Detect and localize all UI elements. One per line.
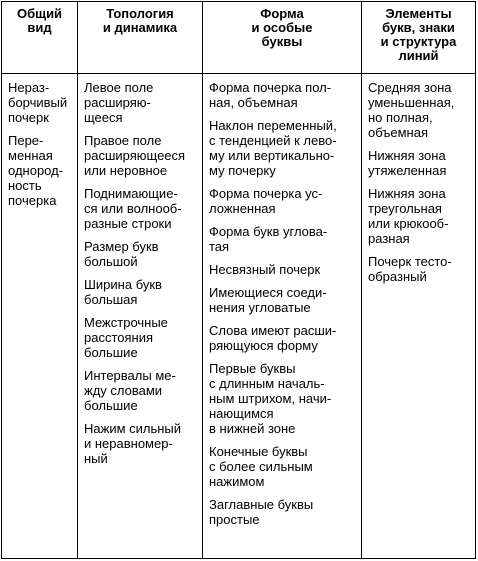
entry-line: расширяю- [84,95,151,110]
table-entry [209,444,357,489]
header-line: Топология [106,6,174,21]
table-entry [209,285,357,315]
entry-line: Нажим сильный [84,421,182,436]
entry-line: но полная, [368,110,433,125]
table-entry [84,239,198,269]
entry-line: щееся [84,110,123,125]
handwriting-table [1,1,476,559]
table-entry [84,315,198,360]
entry-line: ся или волнооб- [84,201,182,216]
entry-line: Нераз- [8,80,50,95]
table-entry [368,254,471,284]
entry-line: Межстрочные [84,315,168,330]
table-entry [209,80,357,110]
entry-line: нающимся [209,406,274,421]
entry-line: ность [8,178,42,193]
entry-line: большие [84,398,138,413]
header-line: Элементы [385,6,452,21]
header-line: буквы [261,34,303,49]
table-entry [84,186,198,231]
entry-line: борчивый [8,95,68,110]
entry-line: почерк [8,110,49,125]
column-topology-dynamics [78,74,203,558]
entry-line: Заглавные буквы [209,497,314,512]
entry-line: Поднимающие- [84,186,178,201]
entry-line: Слова имеют расши- [209,323,337,338]
header-line: линий [398,48,439,63]
entry-line: простые [209,512,260,527]
entry-line: расширяющееся [84,148,186,163]
entry-line: Наклон переменный, [209,118,337,133]
entry-line: Правое поле [84,133,162,148]
entry-line: Первые буквы [209,361,296,376]
entry-line: большой [84,254,138,269]
entry-line: с более сильным [209,459,313,474]
entry-line: нения угловатые [209,300,311,315]
entry-line: с тенденцией к лево- [209,133,337,148]
table-entry [209,262,357,277]
table-entry [8,80,73,125]
entry-line: разная [368,231,410,246]
entry-line: Нижняя зона [368,186,446,201]
entry-line: Несвязный почерк [209,262,321,277]
entry-line: однород- [8,163,64,178]
entry-line: Почерк тесто- [368,254,452,269]
entry-line: в нижней зоне [209,421,296,436]
entry-line: Форма почерка ус- [209,186,323,201]
entry-line: и неравномер- [84,436,173,451]
header-form-special-letters [203,2,362,74]
table-entry [368,80,471,140]
table-entry [368,186,471,246]
entry-line: почерка [8,193,57,208]
header-letter-elements [362,2,475,74]
header-line: и динамика [102,20,178,35]
header-general-view [2,2,78,74]
entry-line: Интервалы ме- [84,368,176,383]
table-entry [209,323,357,353]
entry-line: уменьшенная, [368,95,455,110]
entry-line: Имеющиеся соеди- [209,285,327,300]
header-line: и структура [380,34,457,49]
table-entry [209,118,357,178]
entry-line: Ширина букв [84,277,162,292]
entry-line: менная [8,148,53,163]
entry-line: с длинным началь- [209,376,325,391]
header-line: вид [27,20,52,35]
header-line: Форма [260,6,304,21]
entry-line: Нижняя зона [368,148,446,163]
table-entry [84,277,198,307]
entry-line: утяжеленная [368,163,447,178]
entry-line: большая [84,292,138,307]
header-topology-dynamics [78,2,203,74]
entry-line: му почерку [209,163,276,178]
entry-line: или неровное [84,163,168,178]
entry-line: нажимом [209,474,265,489]
entry-line: ным штрихом, начи- [209,391,332,406]
header-line: и особые [251,20,313,35]
entry-line: Конечные буквы [209,444,308,459]
table-entry [84,421,198,466]
table-entry [209,361,357,436]
entry-line: расстояния [84,330,154,345]
entry-line: большие [84,345,138,360]
entry-line: разные строки [84,216,172,231]
table-entry [8,133,73,208]
entry-line: ряющуюся форму [209,338,318,353]
entry-line: объемная [368,125,428,140]
column-form-special-letters [203,74,362,558]
entry-line: ная, объемная [209,95,298,110]
table-entry [209,497,357,527]
table-entry [209,186,357,216]
entry-line: ложненная [209,201,276,216]
entry-line: или крюкооб- [368,216,449,231]
entry-line: Форма букв углова- [209,224,328,239]
entry-line: тая [209,239,230,254]
entry-line: Пере- [8,133,44,148]
table-entry [368,148,471,178]
entry-line: Размер букв [84,239,159,254]
entry-line: Средняя зона [368,80,452,95]
entry-line: му или вертикально- [209,148,335,163]
table-entry [84,368,198,413]
column-general-view [2,74,78,558]
entry-line: жду словами [84,383,163,398]
entry-line: образный [368,269,427,284]
table-entry [209,224,357,254]
entry-line: Левое поле [84,80,154,95]
entry-line: Форма почерка пол- [209,80,332,95]
header-line: Общий [16,6,63,21]
table-entry [84,80,198,125]
header-line: букв, знаки [382,20,455,35]
entry-line: ный [84,451,108,466]
column-letter-elements [362,74,475,558]
table-entry [84,133,198,178]
entry-line: треугольная [368,201,442,216]
